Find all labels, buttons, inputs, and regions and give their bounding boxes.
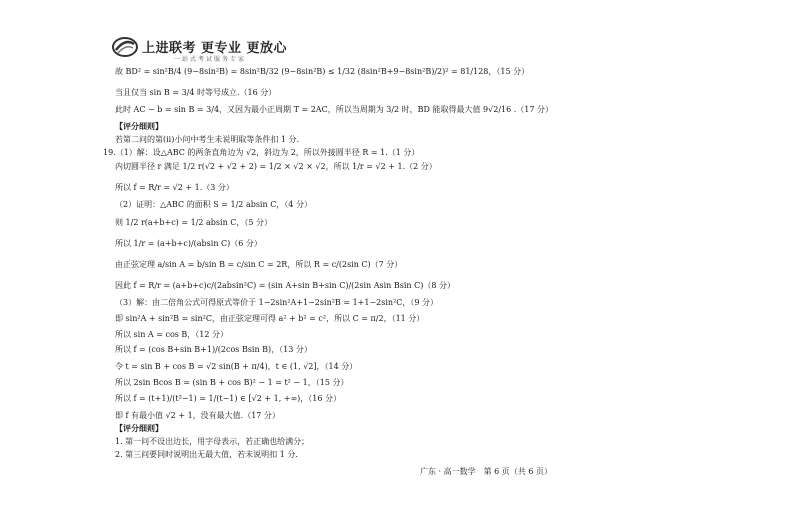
text-line: 令 t = sin B + cos B = √2 sin(B + π/4)，t ∈ (1, √2]，（14 分） xyxy=(115,362,358,371)
header-tagline: 一站式考试服务专家 xyxy=(174,56,247,63)
header-slogan: 上进联考 更专业 更放心 xyxy=(142,41,288,56)
text-line: 由正弦定理 a/sin A = b/sin B = c/sin C = 2R，所以 R = c/(2sin C)（7 分） xyxy=(115,260,403,269)
text-line: 即 f 有最小值 √2 + 1，没有最大值.（17 分） xyxy=(115,411,280,420)
question-heading: 19.（1）解：设△ABC 的两条直角边为 √2，斜边为 2，所以外接圆半径 R = 1.（1 分） xyxy=(103,148,420,157)
section-heading: 【评分细则】 xyxy=(115,121,163,131)
text-line: 若第二问的第(ii)小问中考生未说明取等条件扣 1 分. xyxy=(115,135,300,144)
text-line: 内切圆半径 r 满足 1/2 r(√2 + √2 + 2) = 1/2 × √2 × √2，所以 1/r = √2 + 1.（2 分） xyxy=(115,162,437,171)
text-line: 所以 sin A = cos B，（12 分） xyxy=(115,330,229,339)
text-line: 所以 f = (t+1)/(t²−1) = 1/(t−1) ∈ [√2 + 1, +∞)，（16 分） xyxy=(115,394,342,403)
text-line: （2）证明：△ABC 的面积 S = 1/2 absin C，（4 分） xyxy=(115,200,312,209)
text-line: 所以 f = R/r = √2 + 1.（3 分） xyxy=(115,183,234,192)
text-line: 此时 AC − b = sin B = 3/4，又因为最小正周期 T = 2AC，所以当周期为 3/2 时，BD 能取得最大值 9√2/16 .（17 分） xyxy=(115,105,553,114)
text-line: 所以 2sin Bcos B = (sin B + cos B)² − 1 = t² − 1，（15 分） xyxy=(115,378,349,387)
page-footer: 广东 · 高一数学 第 6 页（共 6 页） xyxy=(420,467,552,476)
document-body xyxy=(103,0,675,531)
text-line: 则 1/2 r(a+b+c) = 1/2 absin C，（5 分） xyxy=(115,218,273,227)
text-line: 因此 f = R/r = (a+b+c)c/(2absin²C) = (sin A+sin B+sin C)/(2sin Asin Bsin C)（8 分） xyxy=(115,281,455,290)
text-line: （3）解：由二倍角公式可得原式等价于 1−2sin²A+1−2sin²B = 1+1−2sin²C，（9 分） xyxy=(115,298,439,307)
text-line: 当且仅当 sin B = 3/4 时等号成立.（16 分） xyxy=(115,88,277,97)
text-line: 1. 第一问不设出边长，用字母表示，若正确也给满分； xyxy=(115,437,310,446)
text-line: 所以 1/r = (a+b+c)/(absin C)（6 分） xyxy=(115,239,262,248)
text-line: 即 sin²A + sin²B = sin²C，由正弦定理可得 a² + b² = c²，所以 C = π/2，（11 分） xyxy=(115,314,425,323)
text-line: 所以 f = (cos B+sin B+1)/(2cos Bsin B)，（13 分） xyxy=(115,345,312,354)
text-line: 2. 第三问要同时说明出无最大值，若未说明扣 1 分. xyxy=(115,450,298,459)
text-line: 故 BD² = sin²B/4 (9−8sin²B) = 8sin²B/32 (9−8sin²B) ≤ 1/32 (8sin²B+9−8sin²B)/2)² = 81/128，（15 分） xyxy=(115,67,530,76)
section-heading: 【评分细则】 xyxy=(115,423,163,433)
